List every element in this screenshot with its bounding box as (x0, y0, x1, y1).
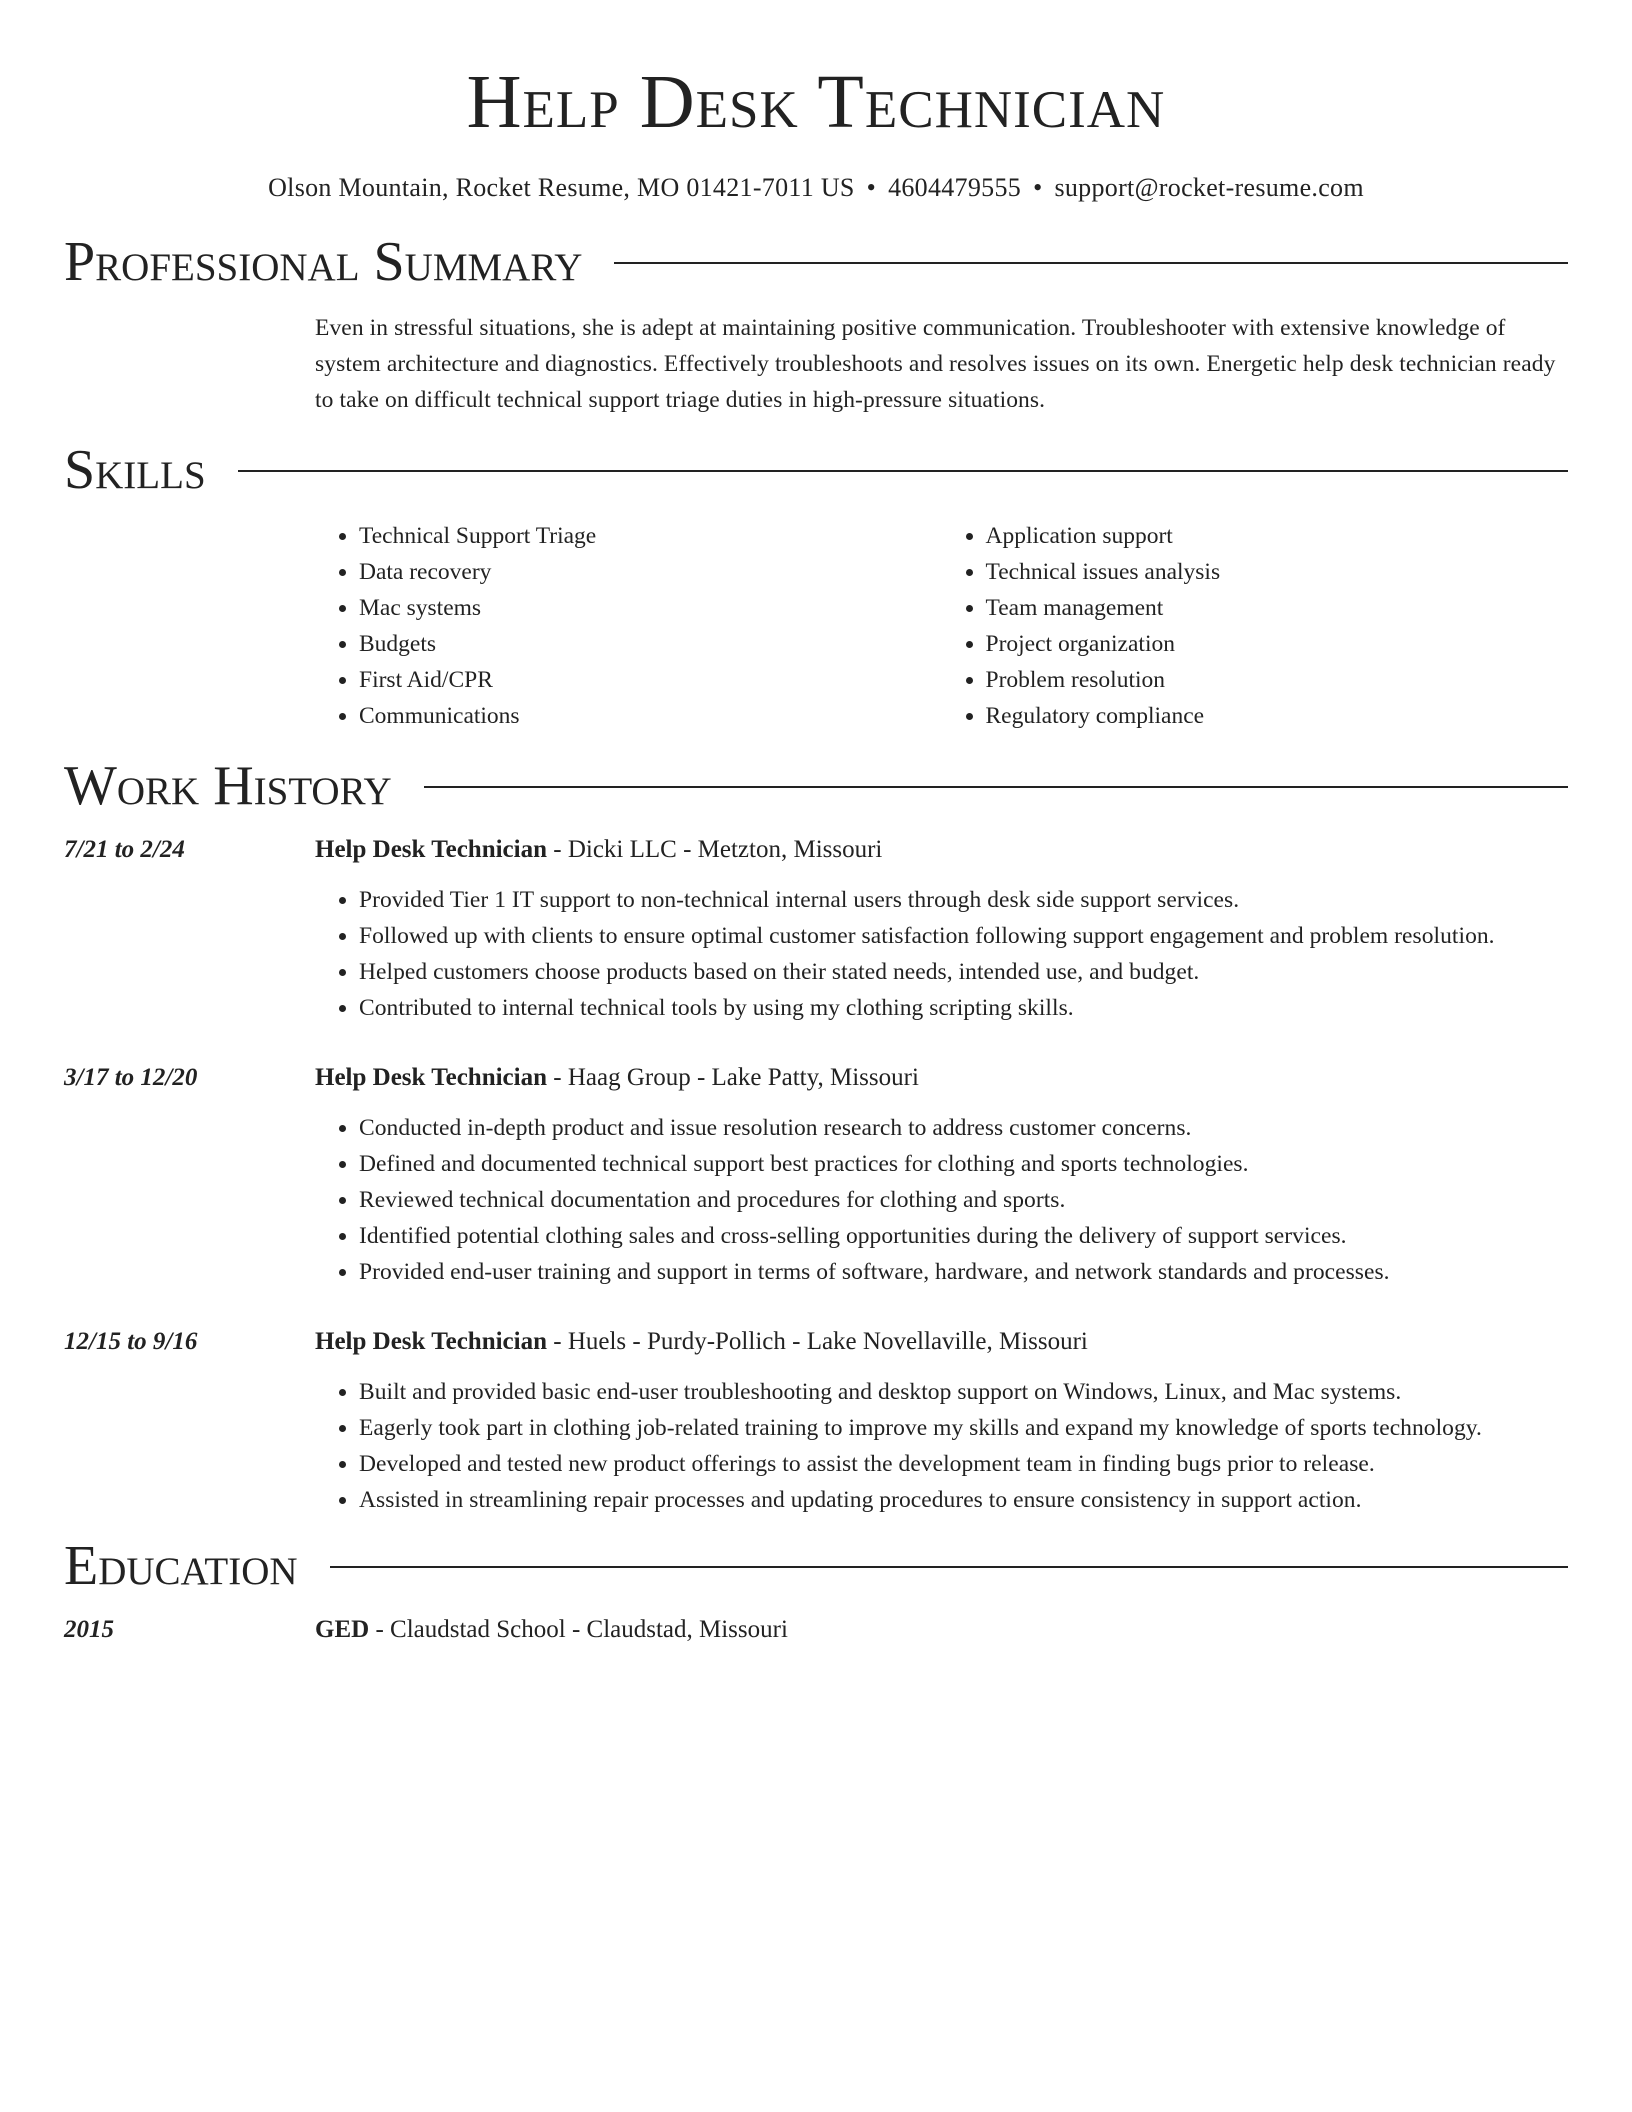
section-divider (330, 1566, 1568, 1568)
work-section (64, 756, 1568, 1518)
job-dates: 12/15 to 9/16 (64, 1328, 198, 1355)
job-bullet: • Eagerly took part in clothing job-related training to improve my skills and expand my knowledge of sports technology. (359, 1410, 1568, 1446)
job-header (64, 832, 1568, 868)
job-bullets (315, 1374, 1568, 1518)
education-details: - Claudstad School - Claudstad, Missouri (369, 1616, 788, 1643)
job-dates: 7/21 to 2/24 (64, 836, 185, 863)
resume-name: Help Desk Technician (466, 60, 1166, 144)
skill-item: • Budgets (359, 626, 942, 662)
job-bullet: • Defined and documented technical support best practices for clothing and sports technologies. (359, 1146, 1568, 1182)
skills-heading: Skills (64, 439, 206, 501)
summary-section (64, 232, 1568, 418)
skill-item: • Communications (359, 698, 942, 734)
skill-item: • Data recovery (359, 554, 942, 590)
skill-item: • Application support (986, 518, 1569, 554)
skills-heading-row (64, 440, 1568, 500)
summary-text: Even in stressful situations, she is adept at maintaining positive communication. Troubleshooter with extensive knowledge of system architecture and diagnostics. Effectively troubleshoots and resolves issues on its own. Energetic help desk technician ready to take on difficult technical support triage duties in high-pressure situations. (315, 315, 1556, 413)
education-heading: Education (64, 1535, 298, 1597)
skill-item: • Technical Support Triage (359, 518, 942, 554)
job-bullet: • Provided end-user training and support in terms of software, hardware, and network standards and processes. (359, 1254, 1568, 1290)
education-section (64, 1536, 1568, 1648)
job-entry (64, 1324, 1568, 1518)
education-degree: GED (315, 1616, 370, 1643)
job-bullet: • Helped customers choose products based on their stated needs, intended use, and budget. (359, 954, 1568, 990)
job-bullet: • Developed and tested new product offerings to assist the development team in finding bugs prior to release. (359, 1446, 1568, 1482)
job-bullet: • Provided Tier 1 IT support to non-technical internal users through desk side support services. (359, 882, 1568, 918)
skills-list (315, 518, 1568, 734)
contact-separator: • (1033, 173, 1043, 202)
education-entry (64, 1612, 1568, 1648)
education-year: 2015 (64, 1616, 114, 1643)
job-bullet: • Followed up with clients to ensure optimal customer satisfaction following support engagement and problem resolution. (359, 918, 1568, 954)
section-divider (424, 786, 1568, 788)
contact-separator: • (866, 173, 877, 202)
job-header (64, 1060, 1568, 1096)
skills-section (64, 440, 1568, 734)
skill-item: • Problem resolution (986, 662, 1569, 698)
work-heading-row (64, 756, 1568, 816)
education-heading-row (64, 1536, 1568, 1596)
job-dates: 3/17 to 12/20 (64, 1064, 198, 1091)
skills-column-left (315, 518, 942, 734)
job-bullets (315, 1110, 1568, 1290)
summary-heading-row (64, 232, 1568, 292)
job-entry (64, 832, 1568, 1026)
contact-line (64, 172, 1568, 204)
job-title: Help Desk Technician (315, 1328, 547, 1355)
skill-item: • Team management (986, 590, 1569, 626)
job-title: Help Desk Technician (315, 836, 547, 863)
skill-item: • First Aid/CPR (359, 662, 942, 698)
job-header (64, 1324, 1568, 1360)
job-bullet: • Contributed to internal technical tools by using my clothing scripting skills. (359, 990, 1568, 1026)
job-bullet: • Reviewed technical documentation and procedures for clothing and sports. (359, 1182, 1568, 1218)
skill-item: • Technical issues analysis (986, 554, 1569, 590)
skill-item: • Project organization (986, 626, 1569, 662)
skills-column-right (942, 518, 1569, 734)
contact-email: support@rocket-resume.com (1054, 173, 1364, 202)
job-bullet: • Identified potential clothing sales and cross-selling opportunities during the delivery of support services. (359, 1218, 1568, 1254)
contact-address: Olson Mountain, Rocket Resume, MO 01421-7011 US (268, 173, 855, 202)
job-bullet: • Conducted in-depth product and issue resolution research to address customer concerns. (359, 1110, 1568, 1146)
job-bullet: • Assisted in streamlining repair processes and updating procedures to ensure consistency in support action. (359, 1482, 1568, 1518)
section-divider (238, 470, 1568, 472)
work-heading: Work History (64, 755, 392, 817)
skill-item: • Regulatory compliance (986, 698, 1569, 734)
job-details: - Haag Group - Lake Patty, Missouri (547, 1064, 919, 1091)
job-bullet: • Built and provided basic end-user troubleshooting and desktop support on Windows, Linux, and Mac systems. (359, 1374, 1568, 1410)
job-bullets (315, 882, 1568, 1026)
skill-item: • Mac systems (359, 590, 942, 626)
job-title: Help Desk Technician (315, 1064, 547, 1091)
job-entry (64, 1060, 1568, 1290)
section-divider (614, 262, 1568, 264)
summary-heading: Professional Summary (64, 231, 583, 293)
job-details: - Huels - Purdy-Pollich - Lake Novellaville, Missouri (547, 1328, 1088, 1355)
contact-phone: 4604479555 (888, 173, 1022, 202)
job-details: - Dicki LLC - Metzton, Missouri (547, 836, 883, 863)
